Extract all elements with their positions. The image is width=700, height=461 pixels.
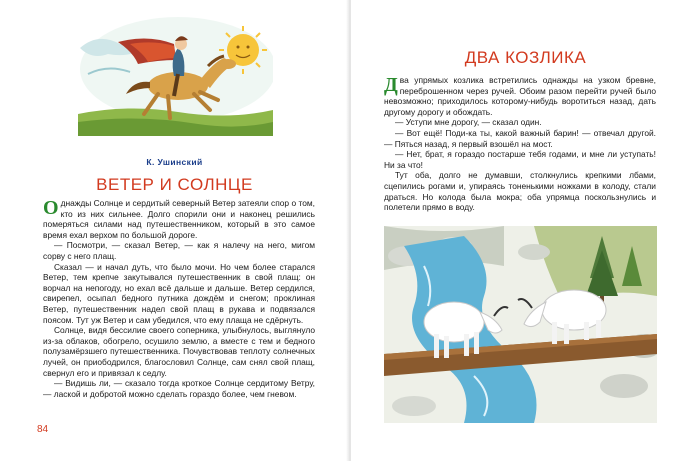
dropcap-letter: Д (384, 74, 398, 96)
story-title-veter-i-solntse: ВЕТЕР И СОЛНЦЕ (96, 175, 253, 194)
paragraph: Солнце, видя бессилие своего соперника, улыбнулось, выглянуло из-за облаков, обогрело, осушило землю, а вместе с тем и бедного полузамёрзшего путешественника. Почувствовав теплоту солнечных лучей, он приободрился, благословил Солнце, сам снял свой плащ, свернул его и привязал к седлу. (43, 325, 315, 378)
paragraph: — Посмотри, — сказал Ветер, — как я налечу на него, мигом сорву с него плащ. (43, 240, 315, 261)
paragraph: — Вот ещё! Поди-ка ты, какой важный барин! — отвечал другой. — Пяться назад, я первый взошёл на мост. (384, 127, 656, 149)
paragraph: — Уступи мне дорогу, — сказал один. (395, 117, 542, 128)
story-title-dva-kozlika: ДВА КОЗЛИКА (464, 48, 587, 67)
dropcap-letter: О (43, 197, 59, 219)
author-name: К. Ушинский (146, 157, 203, 167)
paragraph: Два упрямых козлика встретились однажды на узком бревне, переброшенном через ручей. Обоим разом перейти ручей было невозможно; приходилось которому-нибудь воротиться назад, дать другому дорогу и обождать. (384, 74, 656, 117)
two-goats-on-log-illustration (384, 226, 657, 423)
story-text-left (43, 198, 315, 399)
story-text-right (384, 75, 656, 213)
page-number: 84 (37, 424, 49, 435)
paragraph: Однажды Солнце и сердитый северный Ветер затеяли спор о том, кто из них сильнее. Долго спорили они и наконец решились померяться силами над путешественником, который в это самое время ехал верхом по большой дороге. (43, 197, 315, 240)
rider-on-horse-illustration (78, 14, 273, 136)
paragraph: Сказал — и начал дуть, что было мочи. Но чем более старался Ветер, тем крепче закутывался путешественник в свой плащ: он ворчал на непогоду, но ехал всё дальше и дальше. Ветер сердился, свирепел, осыпал бедного путника дождём и снегом; проклиная Ветер, путешественник надел свой плащ в рукава и подвязался поясом. Тут уж Ветер и сам убедился, что ему плаща не сдёрнуть. (43, 261, 315, 325)
paragraph: — Нет, брат, я гораздо постарше тебя годами, и мне ли уступать! Ни за что! (384, 149, 656, 170)
paragraph: — Видишь ли, — сказало тогда кроткое Солнце сердитому Ветру, — лаской и добротой можно сделать гораздо более, чем гневом. (43, 378, 315, 399)
paragraph: Тут оба, долго не думавши, столкнулись крепкими лбами, сцепились рогами и, упираясь тоненькими ножками в колоду, стали драться. Но колода была мокра; оба упрямца поскользнулись и полетели прямо в воду. (384, 170, 656, 213)
left-page (0, 0, 349, 461)
